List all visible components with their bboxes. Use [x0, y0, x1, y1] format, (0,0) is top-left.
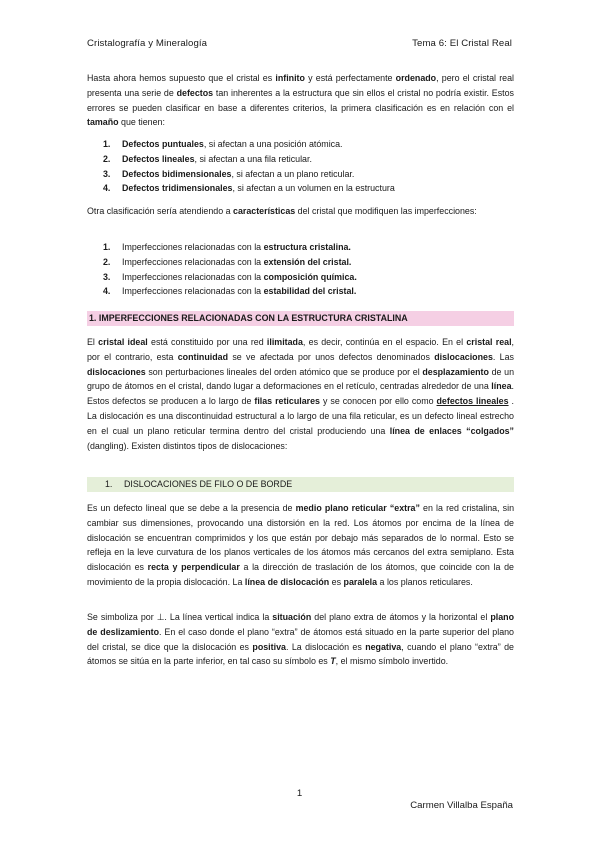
subsection-heading: 1. DISLOCACIONES DE FILO O DE BORDE [87, 477, 514, 492]
author-name: Carmen Villalba España [410, 800, 513, 811]
intro-paragraph: Hasta ahora hemos supuesto que el cristal es infinito y está perfectamente ordenado, pero el cristal real presenta una serie de defectos tan inherentes a la estructura que sin ellos el cristal no podría existir. Estos errores se pueden clasificar en base a diferentes criterios, la primera clasificación es en relación con el tamaño que tienen: [87, 73, 514, 128]
symbol-paragraph: Se simboliza por ⊥. La línea vertical indica la situación del plano extra de átomos y la horizontal el plano de deslizamiento. En el caso donde el plano “extra” de átomos está situado en la parte superior del plano del cristal, se dice que la dislocación es positiva. La dislocación es negativa, cuando el plano “extra” de átomos se sitúa en la parte inferior, en tal caso su símbolo es T, el mismo símbolo invertido. [87, 612, 515, 667]
list-item: 3. Defectos bidimensionales, si afectan a un plano reticular. [103, 168, 355, 179]
section-heading: 1. IMPERFECCIONES RELACIONADAS CON LA ESTRUCTURA CRISTALINA [87, 311, 514, 326]
list-item: 4. Defectos tridimensionales, si afectan a un volumen en la estructura [103, 183, 395, 194]
list-item: 1. Defectos puntuales, si afectan a una posición atómica. [103, 139, 343, 149]
list-item: 2. Imperfecciones relacionadas con la extensión del cristal. [103, 256, 352, 267]
header-topic: Tema 6: El Cristal Real [412, 38, 512, 49]
characteristics-paragraph: Otra clasificación sería atendiendo a características del cristal que modifiquen las imperfecciones: [87, 206, 477, 216]
characteristics-list [87, 240, 514, 299]
list-item: 4. Imperfecciones relacionadas con la estabilidad del cristal. [103, 286, 357, 297]
list-item: 2. Defectos lineales, si afectan a una fila reticular. [103, 153, 312, 164]
dislocations-paragraph: El cristal ideal está constituido por una red ilimitada, es decir, continúa en el espacio. En el cristal real, por el contrario, esta continuidad se ve afectada por unos defectos denominados dislocaciones. Las dislocaciones son perturbaciones lineales del orden atómico que se produce por el desplazamiento de un grupo de átomos en el cristal, dando lugar a deformaciones en el retículo, centradas alrededor de una línea. Estos defectos se producen a lo largo de filas reticulares y se conocen por ello como defectos lineales . La dislocación es una discontinuidad estructural a lo largo de una fila reticular, es un defecto lineal estrecho en el cual un plano reticular termina dentro del cristal produciendo una línea de enlaces “colgados” (dangling). Existen distintos tipos de dislocaciones: [87, 337, 514, 451]
list-item: 1. Imperfecciones relacionadas con la estructura cristalina. [103, 242, 351, 252]
page-number: 1 [296, 788, 303, 799]
list-item: 3. Imperfecciones relacionadas con la composición química. [103, 271, 357, 282]
edge-dislocation-paragraph: Es un defecto lineal que se debe a la presencia de medio plano reticular “extra” en la red cristalina, sin cambiar sus dimensiones, provocando una distorsión en la red. Los átomos por encima de la línea de dislocación se encuentran comprimidos y los que están por debajo más separados de lo normal. Esto se refleja en la leve curvatura de los planos verticales de los átomos más cercanos del extra semiplano. Esta dislocación es recta y perpendicular a la dirección de traslación de los átomos, que coincide con la de movimiento de la propia dislocación. La línea de dislocación es paralela a los planos reticulares. [87, 503, 515, 587]
size-classification-list [87, 137, 514, 196]
header-subject: Cristalografía y Mineralogía [87, 38, 208, 49]
